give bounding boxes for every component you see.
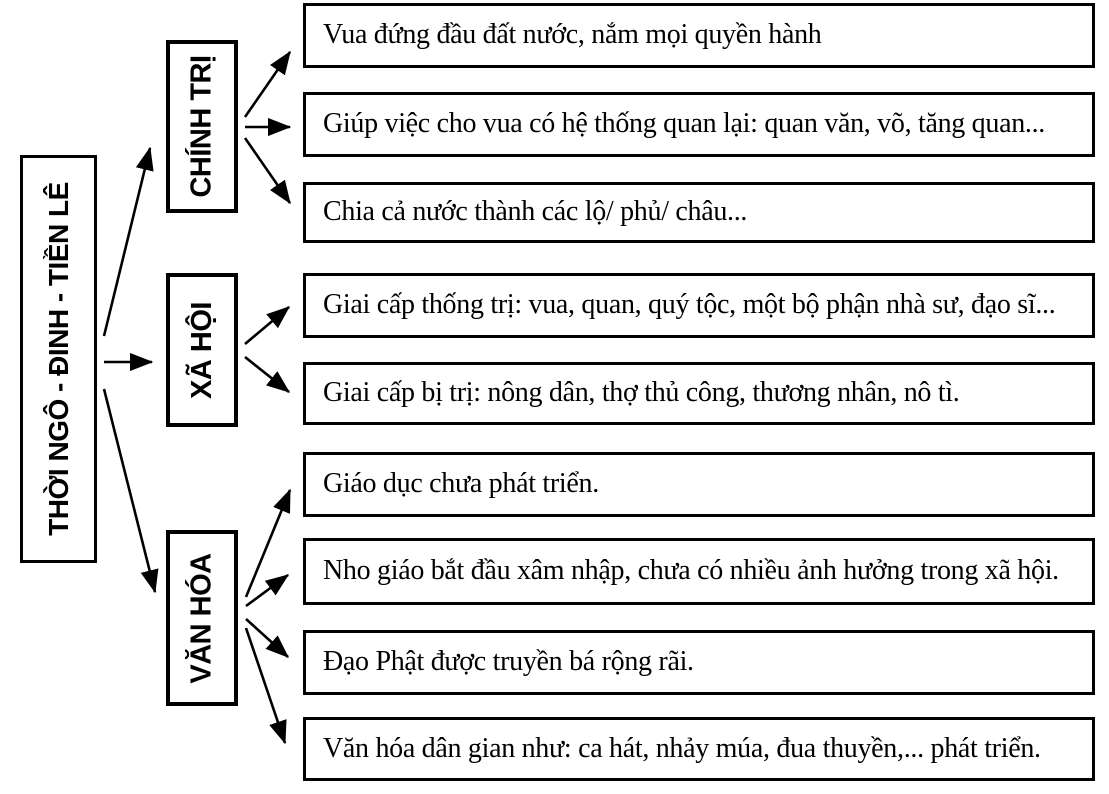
detail-text: Nho giáo bắt đầu xâm nhập, chưa có nhiều ảnh hưởng trong xã hội. bbox=[323, 555, 1059, 587]
arrow-van-hoa-item-0 bbox=[246, 490, 290, 597]
arrow-root-to-chinh-tri bbox=[104, 148, 150, 336]
detail-box-van-hoa-0 bbox=[303, 452, 1095, 517]
branch-node-van-hoa bbox=[166, 530, 238, 706]
detail-text: Giai cấp thống trị: vua, quan, quý tộc, một bộ phận nhà sư, đạo sĩ... bbox=[323, 289, 1056, 321]
detail-text: Giáo dục chưa phát triển. bbox=[323, 468, 599, 500]
arrow-chinh-tri-item-0 bbox=[245, 52, 290, 117]
branch-node-xa-hoi bbox=[166, 273, 238, 427]
arrow-chinh-tri-item-2 bbox=[245, 138, 290, 203]
detail-box-van-hoa-3 bbox=[303, 717, 1095, 781]
detail-box-xa-hoi-0 bbox=[303, 273, 1095, 338]
arrow-xa-hoi-item-0 bbox=[245, 307, 289, 344]
detail-text: Chia cả nước thành các lộ/ phủ/ châu... bbox=[323, 196, 748, 228]
detail-text: Văn hóa dân gian như: ca hát, nhảy múa, đua thuyền,... phát triển. bbox=[323, 732, 1041, 764]
arrow-van-hoa-item-3 bbox=[246, 628, 285, 743]
detail-box-van-hoa-2 bbox=[303, 630, 1095, 695]
detail-box-xa-hoi-1 bbox=[303, 362, 1095, 425]
branch-label-chinh-tri: CHÍNH TRỊ bbox=[185, 55, 218, 198]
arrow-van-hoa-item-2 bbox=[246, 619, 288, 657]
arrow-root-to-van-hoa bbox=[104, 389, 155, 592]
arrow-van-hoa-item-1 bbox=[246, 575, 288, 606]
branch-node-chinh-tri bbox=[166, 40, 238, 213]
detail-text: Vua đứng đầu đất nước, nắm mọi quyền hành bbox=[323, 19, 822, 51]
detail-text: Giúp việc cho vua có hệ thống quan lại: quan văn, võ, tăng quan... bbox=[323, 108, 1046, 140]
detail-box-chinh-tri-2 bbox=[303, 182, 1095, 243]
branch-label-xa-hoi: XÃ HỘI bbox=[185, 301, 218, 399]
branch-label-van-hoa: VĂN HÓA bbox=[185, 552, 218, 684]
detail-box-van-hoa-1 bbox=[303, 538, 1095, 605]
detail-text: Giai cấp bị trị: nông dân, thợ thủ công, thương nhân, nô tì. bbox=[323, 377, 960, 409]
detail-box-chinh-tri-0 bbox=[303, 3, 1095, 68]
detail-text: Đạo Phật được truyền bá rộng rãi. bbox=[323, 646, 694, 678]
arrow-xa-hoi-item-1 bbox=[245, 357, 289, 392]
detail-box-chinh-tri-1 bbox=[303, 92, 1095, 157]
root-node-label: THỜI NGÔ - ĐINH - TIỀN LÊ bbox=[42, 182, 74, 536]
root-node-thoi-ngo-dinh-tien-le bbox=[20, 155, 97, 563]
